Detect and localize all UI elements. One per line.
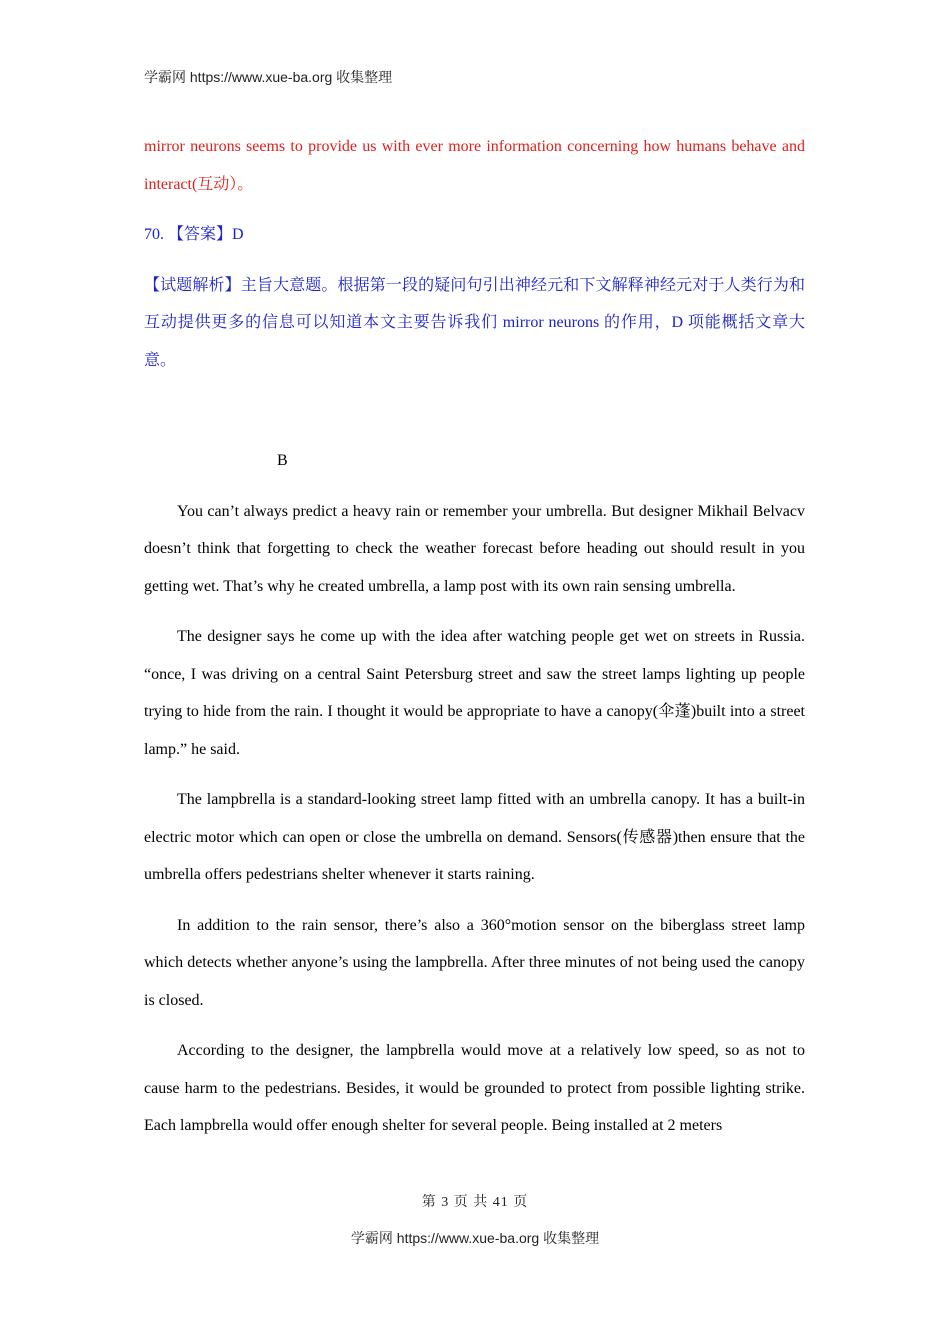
passage-paragraph-3: The lampbrella is a standard-looking street lamp fitted with an umbrella canopy. It has a built-in electric motor which can open or close the umbrella on demand. Sensors(传感器)then ensure that the umbrella offers pedestrians shelter whenever it starts raining.	[144, 791, 805, 883]
answer-explanation: 【试题解析】主旨大意题。根据第一段的疑问句引出神经元和下文解释神经元对于人类行为和互动提供更多的信息可以知道本文主要告诉我们 mirror neurons 的作用，D 项能概括文章大意。	[144, 276, 805, 369]
passage-paragraph-2: The designer says he come up with the idea after watching people get wet on streets in Russia. “once, I was driving on a central Saint Petersburg street and saw the street lamps lighting up people trying to hide from the rain. I thought it would be appropriate to have a canopy(伞蓬)built into a street lamp.” he said.	[144, 628, 805, 758]
answer-line: 70. 【答案】D	[144, 226, 244, 243]
answer-explanation-continued: mirror neurons seems to provide us with ever more information concerning how humans behave and interact(互动）。	[144, 138, 805, 193]
passage-paragraph-5: According to the designer, the lampbrella would move at a relatively low speed, so as not to cause harm to the pedestrians. Besides, it would be grounded to protect from possible lighting strike. Each lampbrella would offer enough shelter for several people. Being installed at 2 meters	[144, 1042, 805, 1134]
passage-paragraph-4: In addition to the rain sensor, there’s also a 360°motion sensor on the biberglass street lamp which detects whether anyone’s using the lampbrella. After three minutes of not being used the canopy is closed.	[144, 916, 805, 1009]
page-header: 学霸网 https://www.xue-ba.org 收集整理	[144, 69, 393, 85]
document-body	[144, 128, 805, 1145]
page-footer: 学霸网 https://www.xue-ba.org 收集整理	[350, 1230, 600, 1246]
page-number: 第 3 页 共 41 页	[421, 1195, 529, 1210]
passage-paragraph-1: You can’t always predict a heavy rain or remember your umbrella. But designer Mikhail Belvacv doesn’t think that forgetting to check the weather forecast before heading out should result in you getting wet. That’s why he created umbrella, a lamp post with its own rain sensing umbrella.	[144, 502, 805, 595]
section-heading: B	[277, 452, 288, 469]
